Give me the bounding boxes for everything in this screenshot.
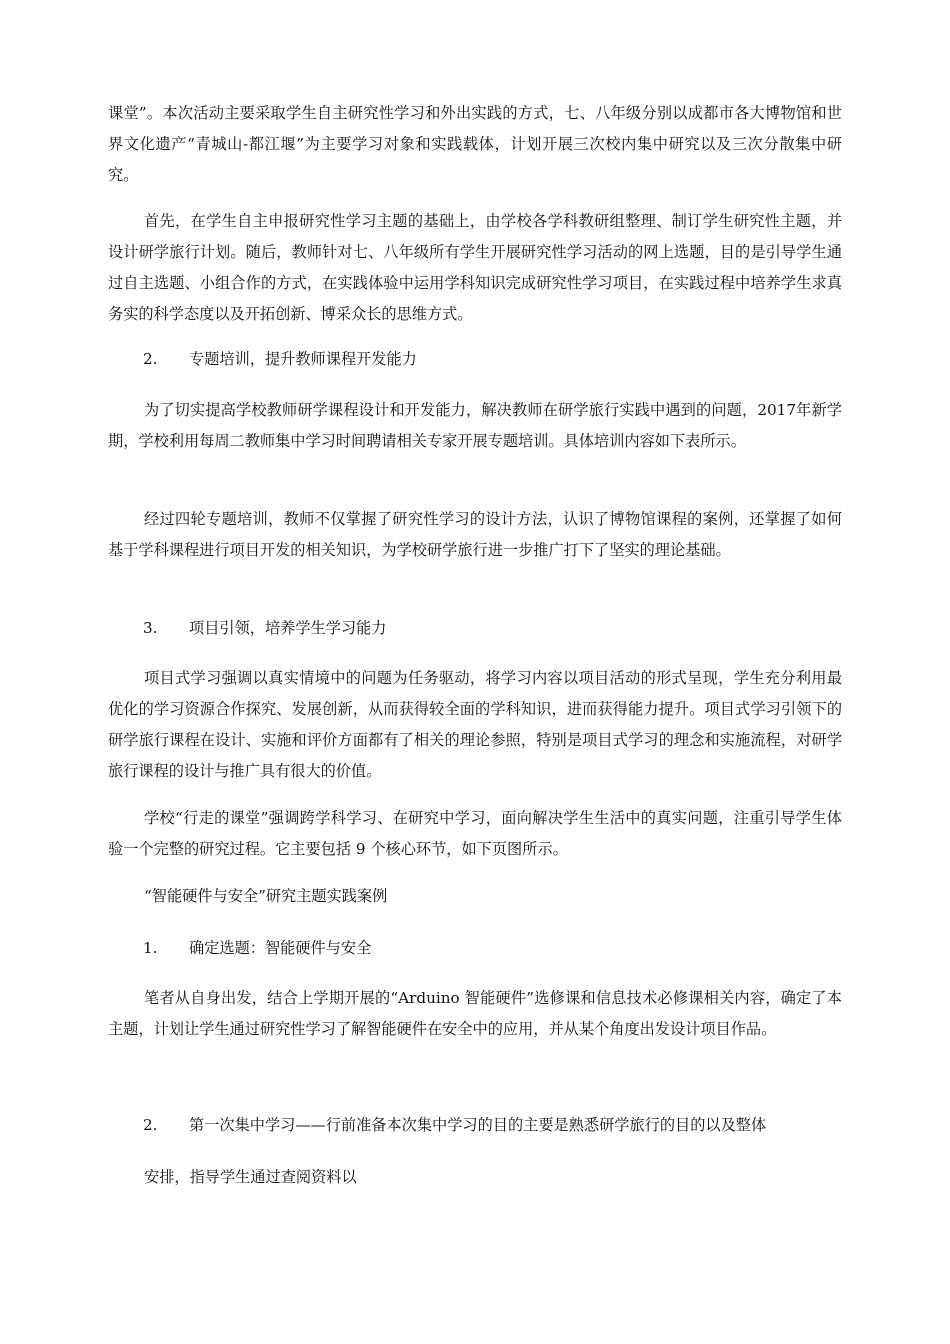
paragraph-project-learning: 项目式学习强调以真实情境中的问题为任务驱动，将学习内容以项目活动的形式呈现，学生充分利用最优化的学习资源合作探究、发展创新，从而获得较全面的学科知识，进而获得能力提升。项目式学习引领下的研学旅行课程在设计、实施和评价方面都有了相关的理论参照，特别是项目式学习的理念和实施流程，对研学旅行课程的设计与推广具有很大的价值。 — [108, 669, 842, 780]
paragraph-topic-selection: 首先，在学生自主申报研究性学习主题的基础上，由学校各学科教研组整理、制订学生研究性主题，并设计研学旅行计划。随后，教师针对七、八年级所有学生开展研究性学习活动的网上选题，目的是引导学生通过自主选题、小组合作的方式，在实践体验中运用学科知识完成研究性学习项目，在实践过程中培养学生求真务实的科学态度以及开拓创新、博采众长的思维方式。 — [108, 212, 842, 323]
paragraph-author-topic: 笔者从自身出发，结合上学期开展的“Arduino 智能硬件”选修课和信息技术必修课相关内容，确定了本主题，计划让学生通过研究性学习了解智能硬件在安全中的应用，并从某个角度出发设计项目作品。 — [108, 989, 842, 1038]
step-number: 1. — [143, 939, 158, 957]
case-step-topic-selection — [143, 933, 371, 964]
section-title: 项目引领，培养学生学习能力 — [189, 619, 387, 637]
paragraph-activity-method: 课堂”。本次活动主要采取学生自主研究性学习和外出实践的方式，七、八年级分别以成都市各大博物馆和世界文化遗产“青城山-都江堰”为主要学习对象和实践载体，计划开展三次校内集中研究以及三次分散集中研究。 — [108, 104, 842, 184]
paragraph-training-result: 经过四轮专题培训，教师不仅掌握了研究性学习的设计方法，认识了博物馆课程的案例，还掌握了如何基于学科课程进行项目开发的相关知识，为学校研学旅行进一步推广打下了坚实的理论基础。 — [108, 510, 842, 559]
section-heading-project-leading — [143, 613, 386, 644]
step-number: 2. — [143, 1116, 158, 1134]
paragraph-walking-classroom: 学校“行走的课堂”强调跨学科学习、在研究中学习，面向解决学生生活中的真实问题，注重引导学生体验一个完整的研究过程。它主要包括 9 个核心环节，如下页图所示。 — [108, 809, 842, 858]
section-number: 3. — [143, 619, 158, 637]
paragraph-arrangement: 安排，指导学生通过查阅资料以 — [144, 1168, 357, 1186]
case-step-first-study — [143, 1110, 766, 1141]
section-title: 专题培训，提升教师课程开发能力 — [189, 350, 417, 368]
section-heading-teacher-training — [143, 344, 417, 375]
step-title: 第一次集中学习——行前准备本次集中学习的目的主要是熟悉研学旅行的目的以及整体 — [189, 1116, 767, 1134]
step-title: 确定选题：智能硬件与安全 — [189, 939, 372, 957]
paragraph-training-purpose: 为了切实提高学校教师研学课程设计和开发能力，解决教师在研学旅行实践中遇到的问题，2017年新学期，学校利用每周二教师集中学习时间聘请相关专家开展专题培训。具体培训内容如下表所示。 — [108, 401, 842, 450]
case-title: “智能硬件与安全”研究主题实践案例 — [144, 887, 388, 905]
section-number: 2. — [143, 350, 158, 368]
